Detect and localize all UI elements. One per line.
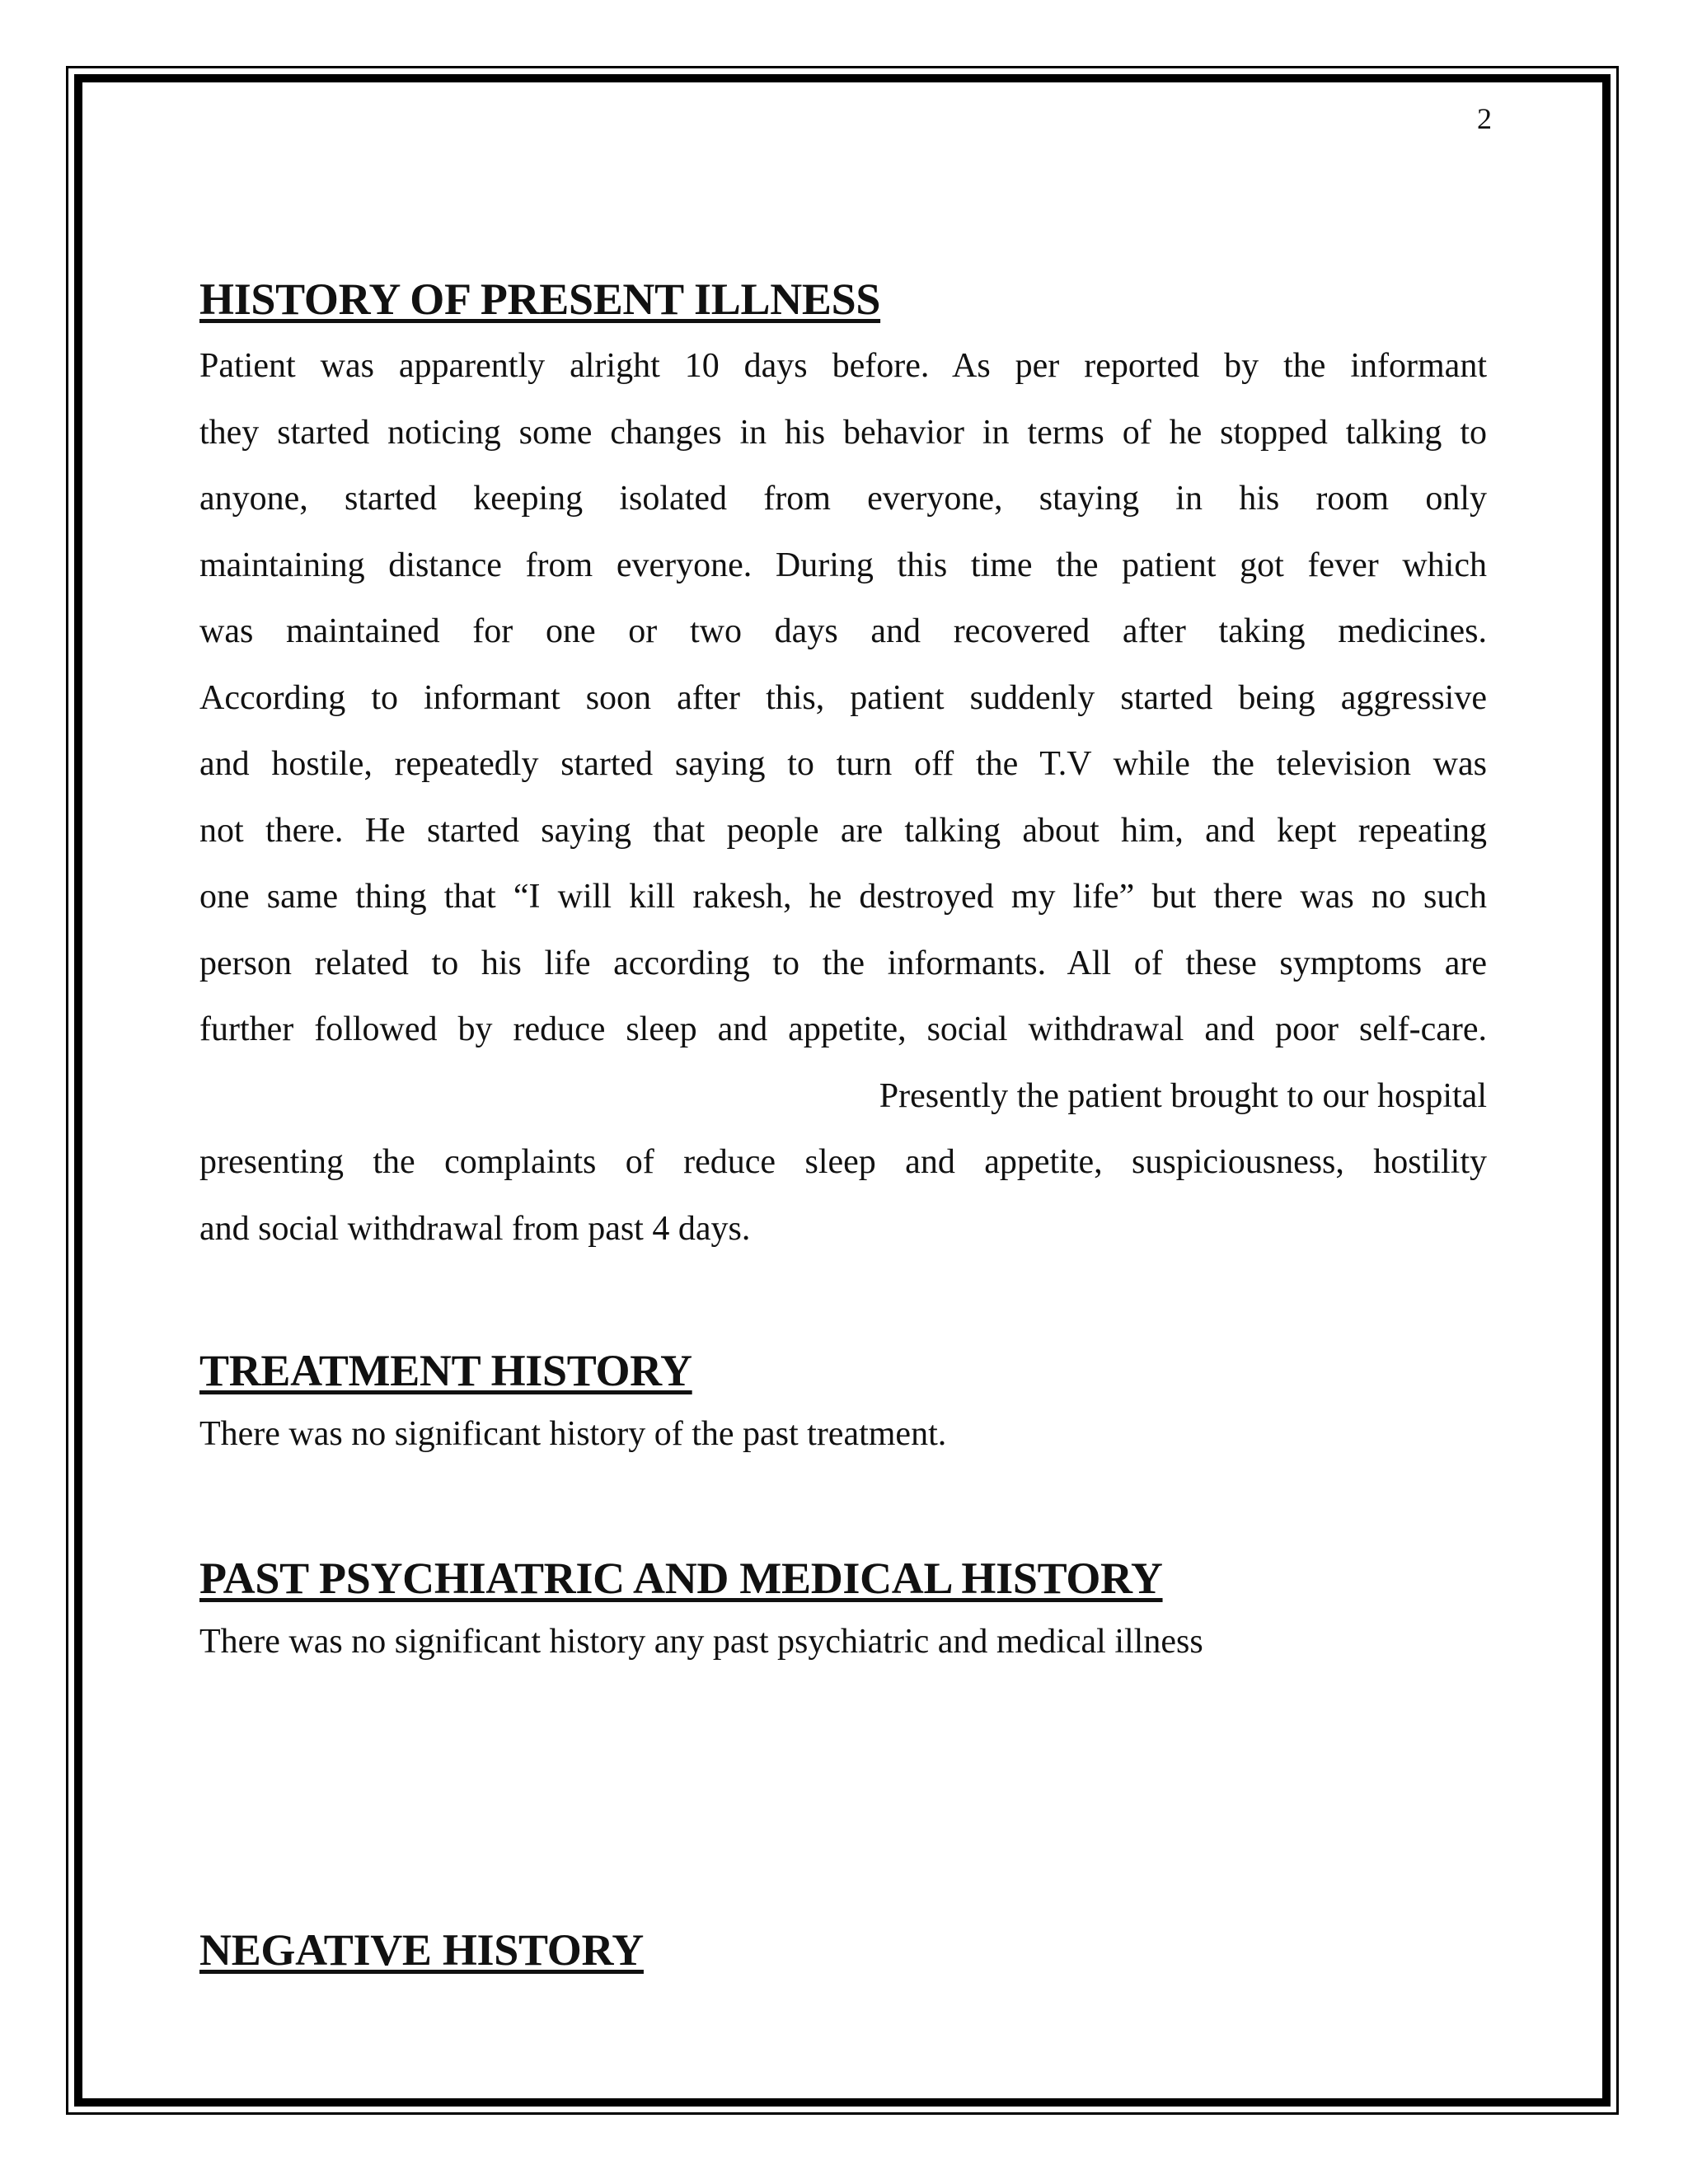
paragraph-line: person related to his life according to the informants. All of these symptoms are — [199, 944, 1487, 982]
section-history-of-present-illness — [199, 272, 1487, 1262]
paragraph-line: Patient was apparently alright 10 days before. As per reported by the informant — [199, 347, 1487, 385]
heading-history-of-present-illness: HISTORY OF PRESENT ILLNESS — [199, 274, 881, 324]
paragraph-line: further followed by reduce sleep and appetite, social withdrawal and poor self-care. — [199, 1010, 1487, 1048]
paragraph-line: not there. He started saying that people are talking about him, and kept repeating — [199, 811, 1487, 850]
past-history-text: There was no significant history any past psychiatric and medical illness — [199, 1623, 1203, 1661]
section-past-psychiatric-and-medical-history — [199, 1551, 1487, 1675]
paragraph-line: According to informant soon after this, patient suddenly started being aggressive — [199, 678, 1487, 717]
heading-past-psychiatric-and-medical-history: PAST PSYCHIATRIC AND MEDICAL HISTORY — [199, 1554, 1163, 1603]
paragraph-line: and hostile, repeatedly started saying to turn off the T.V while the television was — [199, 745, 1487, 783]
heading-negative-history: NEGATIVE HISTORY — [199, 1925, 644, 1975]
paragraph-line: Presently the patient brought to our hospital — [879, 1076, 1487, 1115]
page-number: 2 — [1477, 102, 1492, 135]
heading-treatment-history: TREATMENT HISTORY — [199, 1346, 692, 1395]
treatment-history-text: There was no significant history of the past treatment. — [199, 1415, 947, 1453]
paragraph-line: they started noticing some changes in his behavior in terms of he stopped talking to — [199, 413, 1487, 452]
section-treatment-history — [199, 1343, 1487, 1467]
paragraph-line: anyone, started keeping isolated from everyone, staying in his room only — [199, 480, 1487, 518]
paragraph-line: one same thing that “I will kill rakesh, he destroyed my life” but there was no such — [199, 878, 1487, 916]
paragraph-line: maintaining distance from everyone. During this time the patient got fever which — [199, 546, 1487, 584]
section-negative-history — [199, 1923, 1487, 1977]
paragraph-line: and social withdrawal from past 4 days. — [199, 1209, 751, 1248]
paragraph-line: presenting the complaints of reduce sleep and appetite, suspiciousness, hostility — [199, 1143, 1487, 1181]
paragraph-line: was maintained for one or two days and recovered after taking medicines. — [199, 612, 1487, 650]
present-illness-paragraph — [199, 333, 1487, 1262]
